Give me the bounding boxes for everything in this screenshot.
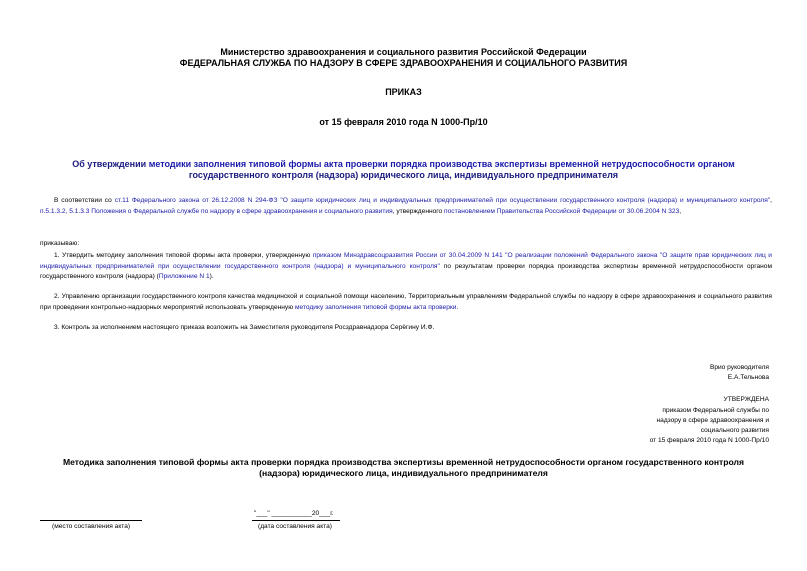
order-item-3: 3. Контроль за исполнением настоящего приказа возложить на Заместителя руководителя Росздравнадзора Серёгину И.Ф. [54,324,435,331]
title-prefix: Об утверждении [72,159,149,169]
item1-text-3: ). [209,273,214,281]
method-title-line-2: (надзора) юридического лица, индивидуального предпринимателя [259,468,548,478]
document-type: ПРИКАЗ [385,87,422,97]
date-underline [252,520,340,521]
item2-text-1: 2. Управлению организации государственного контроля качества медицинской и социальной помощи населению, Территориальным управлениям Федеральной службы по надзору в сфере здравоохранения и социального развития при проведении контрольно-надзорных мероприятий использовать утвержденную [40,293,772,311]
signature-name: Е.А.Тельнова [727,374,769,381]
regulation-link[interactable]: п.5.1.3.2, 5.1.3.3 Положения о Федеральной службе по надзору в сфере здравоохранения и социального развития [40,207,393,215]
document-date: от 15 февраля 2010 года N 1000-Пр/10 [319,117,488,127]
ministry-name: Министерство здравоохранения и социального развития Российской Федерации [220,47,587,57]
order-item-2 [40,292,772,313]
item2-text-2: . [456,303,459,311]
preamble-paragraph [40,196,772,217]
preamble-text-4: , [679,207,682,215]
document-title-rest: государственного контроля (надзора) юридического лица, индивидуального предпринимателя [188,170,619,180]
approval-line-4: от 15 февраля 2010 года N 1000-Пр/10 [649,437,769,444]
title-link[interactable]: методики заполнения типовой формы акта проверки порядка производства экспертизы временной нетрудоспособности органом [148,159,735,169]
methodology-link[interactable]: методику заполнения типовой формы акта проверки [295,303,457,311]
order-141-link[interactable]: приказом Минздравсоцразвития России от 30.04.2009 N 141 "О реализации положений Федерального закона "О защите прав юридических лиц и индивидуальных предпринимателей при осуществлении государственного контроля (надзора) и муниципального контроля" [40,252,772,270]
order-item-1 [40,251,772,283]
law-294-link[interactable]: ст.11 Федерального закона от 26.12.2008 N 294-ФЗ "О защите юридических лиц и индивидуальных предпринимателей при осуществлении государственного контроля (надзора) и муниципального контроля" [114,197,771,204]
preamble-text-1: В соответствии со [54,197,115,204]
approval-line-1: приказом Федеральной службы по [662,407,769,414]
date-caption: (дата составления акта) [258,523,332,530]
item1-text-2: по результатам проверки порядка производства экспертизы временной нетрудоспособности органом государственного контроля (надзора) ( [40,262,772,281]
service-name: ФЕДЕРАЛЬНАЯ СЛУЖБА ПО НАДЗОРУ В СФЕРЕ ЗДРАВООХРАНЕНИЯ И СОЦИАЛЬНОГО РАЗВИТИЯ [179,58,628,68]
preamble-text-3: , утвержденного [392,207,445,215]
item1-text-1: 1. Утвердить методику заполнения типовой формы акта проверки, утвержденную [54,252,313,259]
date-blank[interactable]: "___" ___________20___г. [254,510,334,517]
approval-word: УТВЕРЖДЕНА [723,396,769,403]
approval-line-2: надзору в сфере здравоохранения и [656,417,769,424]
approval-line-3: социального развития [700,427,769,434]
appendix-1-link[interactable]: Приложение N 1 [158,273,210,281]
preamble-text-2: , [770,197,772,204]
place-caption: (место составления акта) [52,523,131,530]
order-word: приказываю: [40,240,80,247]
government-decree-link[interactable]: постановлением Правительства Российской Федерации от 30.06.2004 N 323 [444,207,680,215]
place-underline[interactable] [40,520,142,521]
document-title [0,159,807,170]
signature-position: Врио руководителя [709,364,769,371]
method-title-line-1: Методика заполнения типовой формы акта проверки порядка производства экспертизы временной нетрудоспособности органом государственного контроля [62,457,745,467]
